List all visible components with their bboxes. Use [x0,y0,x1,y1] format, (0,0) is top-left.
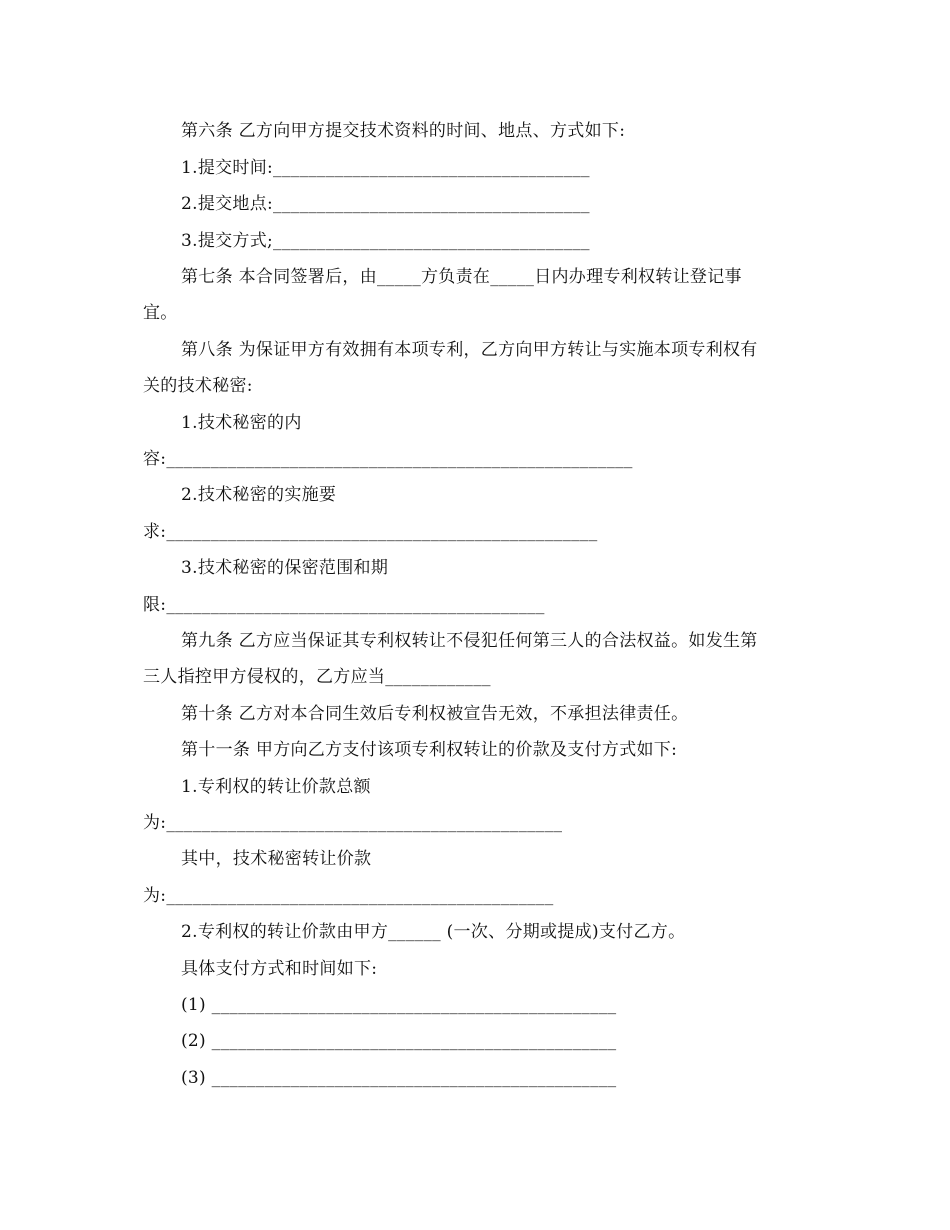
secret-requirements-label: 2.技术秘密的实施要 [181,485,337,505]
article-6-heading: 第六条 乙方向甲方提交技术资料的时间、地点、方式如下: [181,121,626,141]
article-8-line-2: 关的技术秘密: [143,376,253,396]
submit-method-line: 3.提交方式;____________________________________ [181,231,590,251]
secret-content-blank: 容:_____________________________________________________ [143,449,633,469]
submit-time-line: 1.提交时间:____________________________________ [181,158,590,178]
submit-place-line: 2.提交地点:____________________________________ [181,194,590,214]
payment-item-1: (1) ______________________________________________ [181,995,617,1015]
total-price-blank: 为:_____________________________________________ [143,813,563,833]
article-9-line-2: 三人指控甲方侵权的，乙方应当____________ [143,667,491,687]
secret-scope-label: 3.技术秘密的保密范围和期 [181,558,389,578]
secret-price-blank: 为:____________________________________________ [143,886,554,906]
secret-price-label: 其中，技术秘密转让价款 [181,849,372,869]
payment-method-line: 2.专利权的转让价款由甲方______ (一次、分期或提成)支付乙方。 [181,922,686,942]
article-11-heading: 第十一条 甲方向乙方支付该项专利权转让的价款及支付方式如下: [181,740,678,760]
payment-item-3: (3) ______________________________________________ [181,1068,617,1088]
secret-requirements-blank: 求:_________________________________________________ [143,522,598,542]
article-9-line-1: 第九条 乙方应当保证其专利权转让不侵犯任何第三人的合法权益。如发生第 [181,631,758,651]
secret-scope-blank: 限:___________________________________________ [143,595,545,615]
article-7-line-2: 宜。 [143,303,178,323]
article-10: 第十条 乙方对本合同生效后专利权被宣告无效，不承担法律责任。 [181,704,689,724]
payment-item-2: (2) ______________________________________________ [181,1031,617,1051]
total-price-label: 1.专利权的转让价款总额 [181,777,371,797]
article-7-line-1: 第七条 本合同签署后，由_____方负责在_____日内办理专利权转让登记事 [181,267,742,287]
article-8-line-1: 第八条 为保证甲方有效拥有本项专利，乙方向甲方转让与实施本项专利权有 [181,340,758,360]
payment-details-heading: 具体支付方式和时间如下: [181,959,378,979]
secret-content-label: 1.技术秘密的内 [181,413,302,433]
